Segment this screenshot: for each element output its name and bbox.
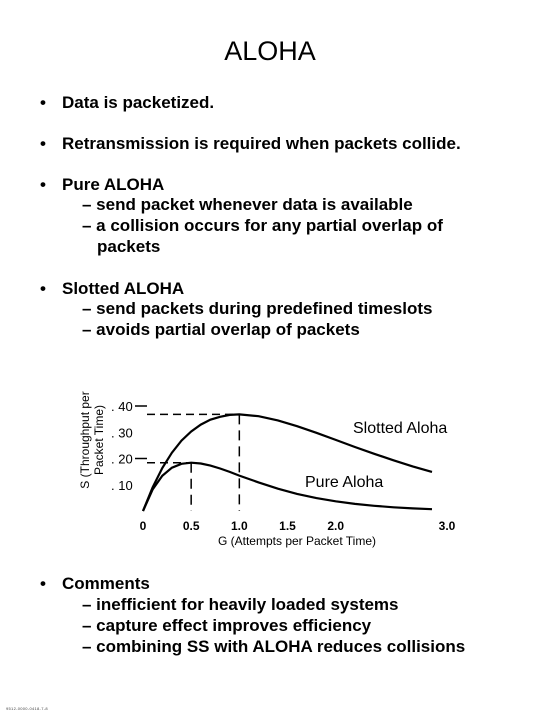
x-tick-label: 1.0 xyxy=(230,519,248,533)
sub-bullet: – send packet whenever data is available xyxy=(82,195,413,214)
pure-aloha-line xyxy=(143,463,432,511)
sub-bullet: – combining SS with ALOHA reduces collisions xyxy=(82,637,466,656)
x-tick-label: 0.5 xyxy=(182,519,200,533)
pure-aloha-label: Pure Aloha xyxy=(305,474,384,491)
x-ticks xyxy=(140,519,456,533)
bullet-text: Data is packetized. xyxy=(62,93,215,112)
bullet-dot: • xyxy=(40,134,46,153)
sub-bullet: – capture effect improves efficiency xyxy=(82,616,372,635)
throughput-chart xyxy=(0,350,540,560)
bullet-dot: • xyxy=(40,93,46,112)
footer-code: 9512-0000-0418-7-8 xyxy=(6,706,48,711)
bullet-text: Slotted ALOHA xyxy=(62,279,185,298)
bullet-text: Comments xyxy=(62,574,150,593)
bullet-text: Pure ALOHA xyxy=(62,175,165,194)
y-tick-label: . 20 xyxy=(111,451,133,467)
x-tick-label: 0 xyxy=(139,519,147,533)
page-title: ALOHA xyxy=(224,36,316,66)
y-axis-label-line1: S (Throughput per xyxy=(78,391,92,489)
bullet-text: Retransmission is required when packets collide. xyxy=(62,134,461,153)
x-axis-label: G (Attempts per Packet Time) xyxy=(217,534,377,548)
y-axis-label xyxy=(78,391,106,488)
slotted-aloha-label: Slotted Aloha xyxy=(353,420,448,437)
bullet-dot: • xyxy=(40,574,46,593)
x-tick-label: 3.0 xyxy=(438,519,456,533)
x-tick-label: 2.0 xyxy=(327,519,345,533)
x-tick-label: 1.5 xyxy=(279,519,296,533)
sub-bullet: – inefficient for heavily loaded systems xyxy=(82,595,399,614)
y-tick-label: . 40 xyxy=(111,399,133,414)
sub-bullet: – send packets during predefined timeslots xyxy=(82,299,433,318)
y-tick-label: . 10 xyxy=(111,477,133,493)
y-ticks xyxy=(111,399,147,493)
y-tick-label: . 30 xyxy=(111,425,133,441)
bullet-dot: • xyxy=(40,175,46,194)
y-axis-label-line2: Packet Time) xyxy=(92,404,106,476)
sub-bullet-continuation: packets xyxy=(97,237,161,256)
sub-bullet: – a collision occurs for any partial overlap of xyxy=(82,216,443,235)
bullet-dot: • xyxy=(40,279,46,298)
sub-bullet: – avoids partial overlap of packets xyxy=(82,320,360,339)
